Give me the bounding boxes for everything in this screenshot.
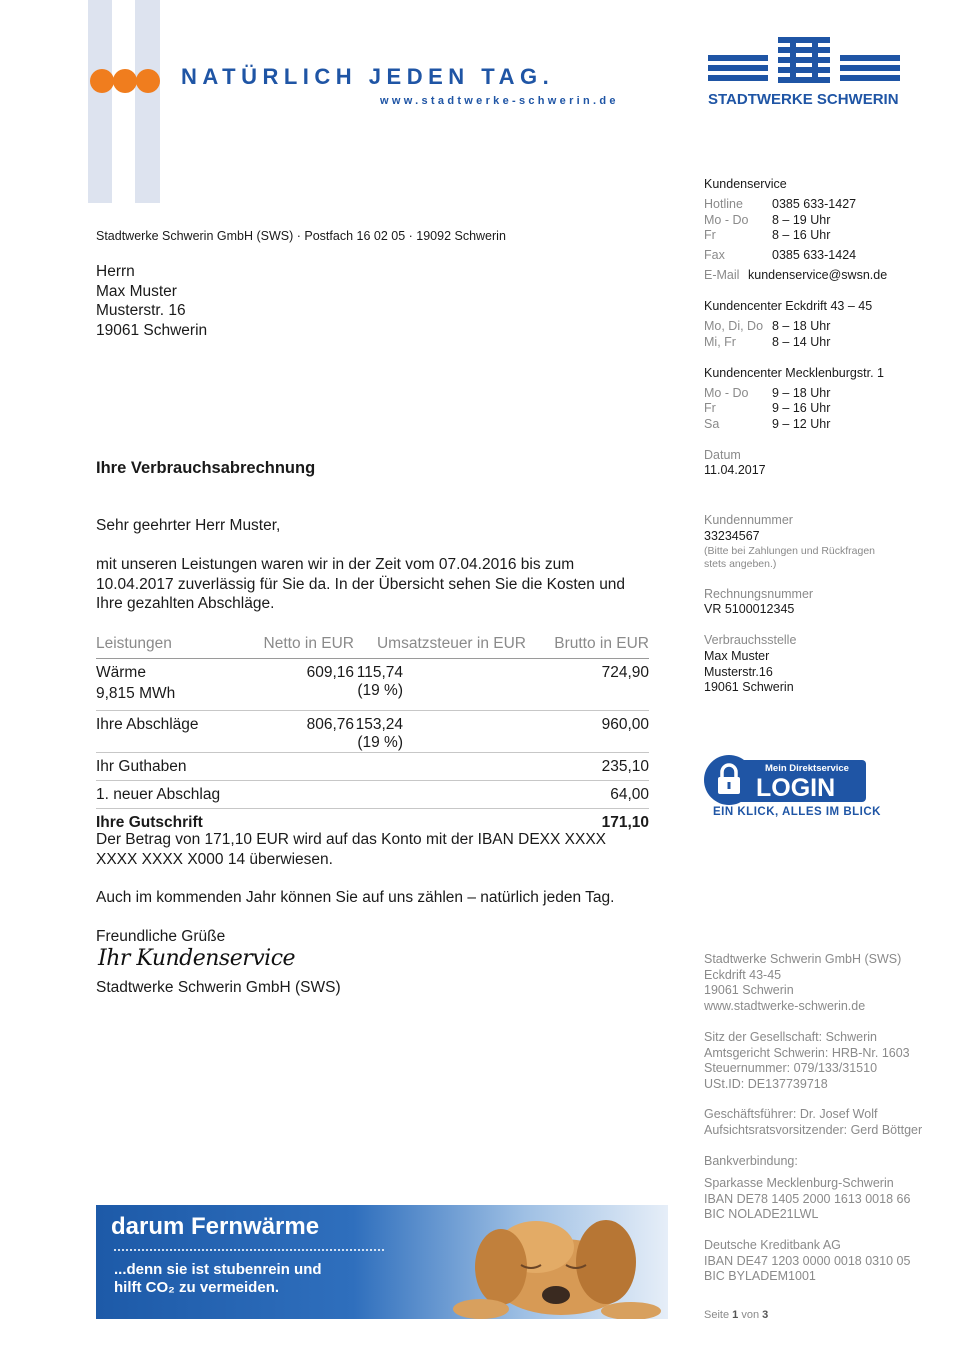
footer-company: [704, 952, 901, 1014]
date-label: Datum: [704, 448, 741, 462]
col-header-netto: Netto in EUR: [246, 630, 354, 659]
col-header-brutto: Brutto in EUR: [526, 630, 649, 659]
orange-dot-icon: [113, 69, 137, 93]
row-label-text: Wärme: [96, 664, 146, 681]
row-label: Ihre Gutschrift: [96, 814, 203, 831]
note-line: stets angeben.): [704, 557, 777, 570]
letter-subject: Ihre Verbrauchsabrechnung: [96, 459, 316, 477]
cell-ust: [354, 659, 526, 711]
footer-line: BIC NOLADE21LWL: [704, 1207, 819, 1221]
sws-logo-icon: [708, 37, 900, 89]
date-value: 11.04.2017: [704, 463, 766, 477]
greeting: Freundliche Grüße: [96, 928, 226, 945]
table-header-row: [96, 630, 649, 659]
fax-row: [704, 248, 856, 262]
kv-value: 8 – 18 Uhr: [772, 319, 831, 333]
recipient-line: Musterstr. 16: [96, 302, 186, 319]
intro-line: 10.04.2017 zuverlässig für Sie da. In der Übersicht sehen Sie die Kosten und: [96, 575, 626, 593]
hours-row: [704, 335, 830, 349]
cell-empty: [354, 781, 526, 809]
footer-line: Stadtwerke Schwerin GmbH (SWS): [704, 952, 902, 966]
kv-label: E-Mail: [704, 268, 740, 282]
customer-no-label: Kundennummer: [704, 513, 793, 527]
cell-empty: [246, 753, 354, 781]
invoice-table: [96, 630, 649, 836]
footer-website-link[interactable]: www.stadtwerke-schwerin.de: [704, 998, 866, 1013]
footer-line: Sitz der Gesellschaft: Schwerin: [704, 1030, 877, 1044]
banner-line: ...denn sie ist stubenrein und: [114, 1261, 322, 1278]
slogan: NATÜRLICH JEDEN TAG.: [181, 64, 555, 89]
sender-line: Stadtwerke Schwerin GmbH (SWS) · Postfach 16 02 05 · 19092 Schwerin: [96, 229, 506, 243]
footer-legal: [704, 1030, 910, 1092]
fernwaerme-banner: [96, 1205, 668, 1319]
table-row: [96, 711, 649, 753]
page-total: 3: [762, 1309, 769, 1321]
table-row: [96, 753, 649, 781]
kv-label: Mi, Fr: [704, 335, 736, 349]
kv-label: Sa: [704, 417, 720, 431]
table-row: [96, 659, 649, 711]
row-label: Ihre Abschläge: [96, 711, 246, 753]
header-bar-3: [135, 0, 160, 203]
hours-row: [704, 213, 830, 227]
hours-row: [704, 228, 830, 242]
banner-line: hilft CO₂ zu vermeiden.: [114, 1279, 280, 1296]
page-prefix: Seite: [704, 1309, 733, 1321]
cell-empty: [354, 753, 526, 781]
footer-bank-title: Bankverbindung:: [704, 1154, 798, 1168]
site-label: Verbrauchsstelle: [704, 633, 797, 647]
kv-label: Fr: [704, 228, 716, 242]
hotline-row: [704, 197, 856, 211]
kv-label: Fr: [704, 401, 716, 415]
intro-line: Ihre gezahlten Abschläge.: [96, 595, 275, 612]
hotline-value: 0385 633-1427: [772, 197, 857, 211]
kv-label: Mo, Di, Do: [704, 319, 764, 333]
footer-line: Steuernummer: 079/133/31510: [704, 1061, 878, 1075]
site-address: [704, 649, 794, 696]
hours-row: [704, 386, 830, 400]
service-title: Kundenservice: [704, 177, 787, 191]
footer-line: BIC BYLADEM1001: [704, 1269, 816, 1283]
banner-divider: [114, 1249, 384, 1251]
signature: Ihr Kundenservice: [98, 946, 296, 971]
footer-line: Eckdrift 43-45: [704, 967, 782, 982]
header-bar-1: [88, 0, 113, 203]
fax-value: 0385 633-1424: [772, 248, 857, 262]
kv-value: 9 – 12 Uhr: [772, 417, 831, 431]
intro-paragraph: [96, 555, 625, 614]
site-line: Max Muster: [704, 649, 770, 663]
invoice-no-label: Rechnungsnummer: [704, 587, 814, 601]
banner-text: [114, 1261, 322, 1297]
row-label: [96, 659, 246, 711]
kv-value: 8 – 16 Uhr: [772, 228, 831, 242]
hours-row: [704, 319, 830, 333]
cell-netto: 806,76: [246, 711, 354, 753]
table-row: [96, 781, 649, 809]
header-bar-2: [112, 0, 115, 203]
cell-ust: [354, 711, 526, 753]
footer-line: Deutsche Kreditbank AG: [704, 1238, 841, 1252]
customer-no: 33234567: [704, 529, 760, 543]
header-url: www.stadtwerke-schwerin.de: [380, 95, 619, 107]
kv-value: 9 – 16 Uhr: [772, 401, 831, 415]
site-line: Musterstr.16: [704, 664, 773, 679]
footer-line: Geschäftsführer: Dr. Josef Wolf: [704, 1107, 878, 1121]
footer-bank1: [704, 1176, 910, 1223]
intro-line: mit unseren Leistungen waren wir in der Zeit vom 07.04.2016 bis zum: [96, 556, 575, 573]
closing-note: Auch im kommenden Jahr können Sie auf uns zählen – natürlich jeden Tag.: [96, 889, 615, 906]
footer-line: Sparkasse Mecklenburg-Schwerin: [704, 1176, 894, 1190]
center2-title: Kundencenter Mecklenburgstr. 1: [704, 366, 884, 380]
login-badge-main: LOGIN: [756, 774, 836, 802]
kv-label: Mo - Do: [704, 386, 749, 400]
invoice-no: VR 5100012345: [704, 602, 795, 616]
row-label: Ihr Guthaben: [96, 753, 246, 781]
kv-label: Hotline: [704, 197, 743, 211]
email-link[interactable]: kundenservice@swsn.de: [748, 268, 888, 282]
hours-row: [704, 417, 830, 431]
footer-management: [704, 1107, 922, 1138]
recipient-line: 19061 Schwerin: [96, 321, 208, 339]
sleeping-dog-icon: [441, 1207, 668, 1319]
transfer-line: Der Betrag von 171,10 EUR wird auf das Konto mit der IBAN DEXX XXXX: [96, 831, 607, 848]
transfer-paragraph: [96, 830, 606, 869]
email-row: [704, 268, 887, 282]
footer-line: Amtsgericht Schwerin: HRB-Nr. 1603: [704, 1045, 910, 1060]
cell-ust-value: 115,74 (19 %): [356, 664, 403, 699]
login-badge-sub: EIN KLICK, ALLES IM BLICK: [713, 806, 881, 818]
recipient-address: [96, 262, 207, 340]
transfer-line: XXXX XXXX X000 14 überwiesen.: [96, 850, 333, 868]
kv-label: Fax: [704, 248, 725, 262]
cell-brutto: 960,00: [526, 711, 649, 753]
salutation: Sehr geehrter Herr Muster,: [96, 517, 281, 534]
hours-row: [704, 401, 830, 415]
cell-empty: [246, 781, 354, 809]
cell-netto: 609,16: [246, 659, 354, 711]
banner-headline: darum Fernwärme: [111, 1213, 320, 1240]
footer-line: 19061 Schwerin: [704, 983, 794, 997]
cell-ust-value: 153,24 (19 %): [355, 716, 403, 751]
footer-bank2: [704, 1238, 910, 1285]
kv-label: Mo - Do: [704, 213, 749, 227]
recipient-line: Herrn: [96, 263, 135, 280]
row-sublabel: 9,815 MWh: [96, 685, 176, 702]
orange-dot-icon: [90, 69, 114, 93]
cell-brutto: 724,90: [526, 659, 649, 711]
footer-line: IBAN DE78 1405 2000 1613 0018 66: [704, 1191, 911, 1206]
kv-value: 8 – 19 Uhr: [772, 213, 831, 227]
brand-name: STADTWERKE SCHWERIN: [708, 91, 899, 108]
page-current: 1: [732, 1309, 739, 1321]
recipient-line: Max Muster: [96, 282, 177, 300]
footer-line: Aufsichtsratsvorsitzender: Gerd Böttger: [704, 1122, 923, 1137]
page-number: [704, 1308, 768, 1324]
orange-dot-icon: [136, 69, 160, 93]
note-line: (Bitte bei Zahlungen und Rückfragen: [704, 545, 876, 557]
cell-brutto: 235,10: [526, 753, 649, 781]
login-badge-top: Mein Direktservice: [765, 763, 849, 774]
col-header-ust: Umsatzsteuer in EUR: [354, 630, 526, 659]
footer-line: USt.ID: DE137739718: [704, 1076, 828, 1091]
col-header-leistungen: Leistungen: [96, 630, 246, 659]
center1-title: Kundencenter Eckdrift 43 – 45: [704, 299, 873, 313]
kv-value: 8 – 14 Uhr: [772, 335, 831, 349]
kv-value: 9 – 18 Uhr: [772, 386, 831, 400]
customer-no-note: [704, 545, 875, 570]
login-badge[interactable]: [704, 754, 866, 806]
cell-brutto: 171,10: [601, 814, 649, 831]
page-mid: von: [738, 1309, 763, 1321]
site-line: 19061 Schwerin: [704, 680, 794, 694]
signoff: Stadtwerke Schwerin GmbH (SWS): [96, 979, 341, 996]
cell-brutto: 64,00: [526, 781, 649, 809]
footer-line: IBAN DE47 1203 0000 0018 0310 05: [704, 1253, 911, 1268]
row-label: 1. neuer Abschlag: [96, 781, 246, 809]
